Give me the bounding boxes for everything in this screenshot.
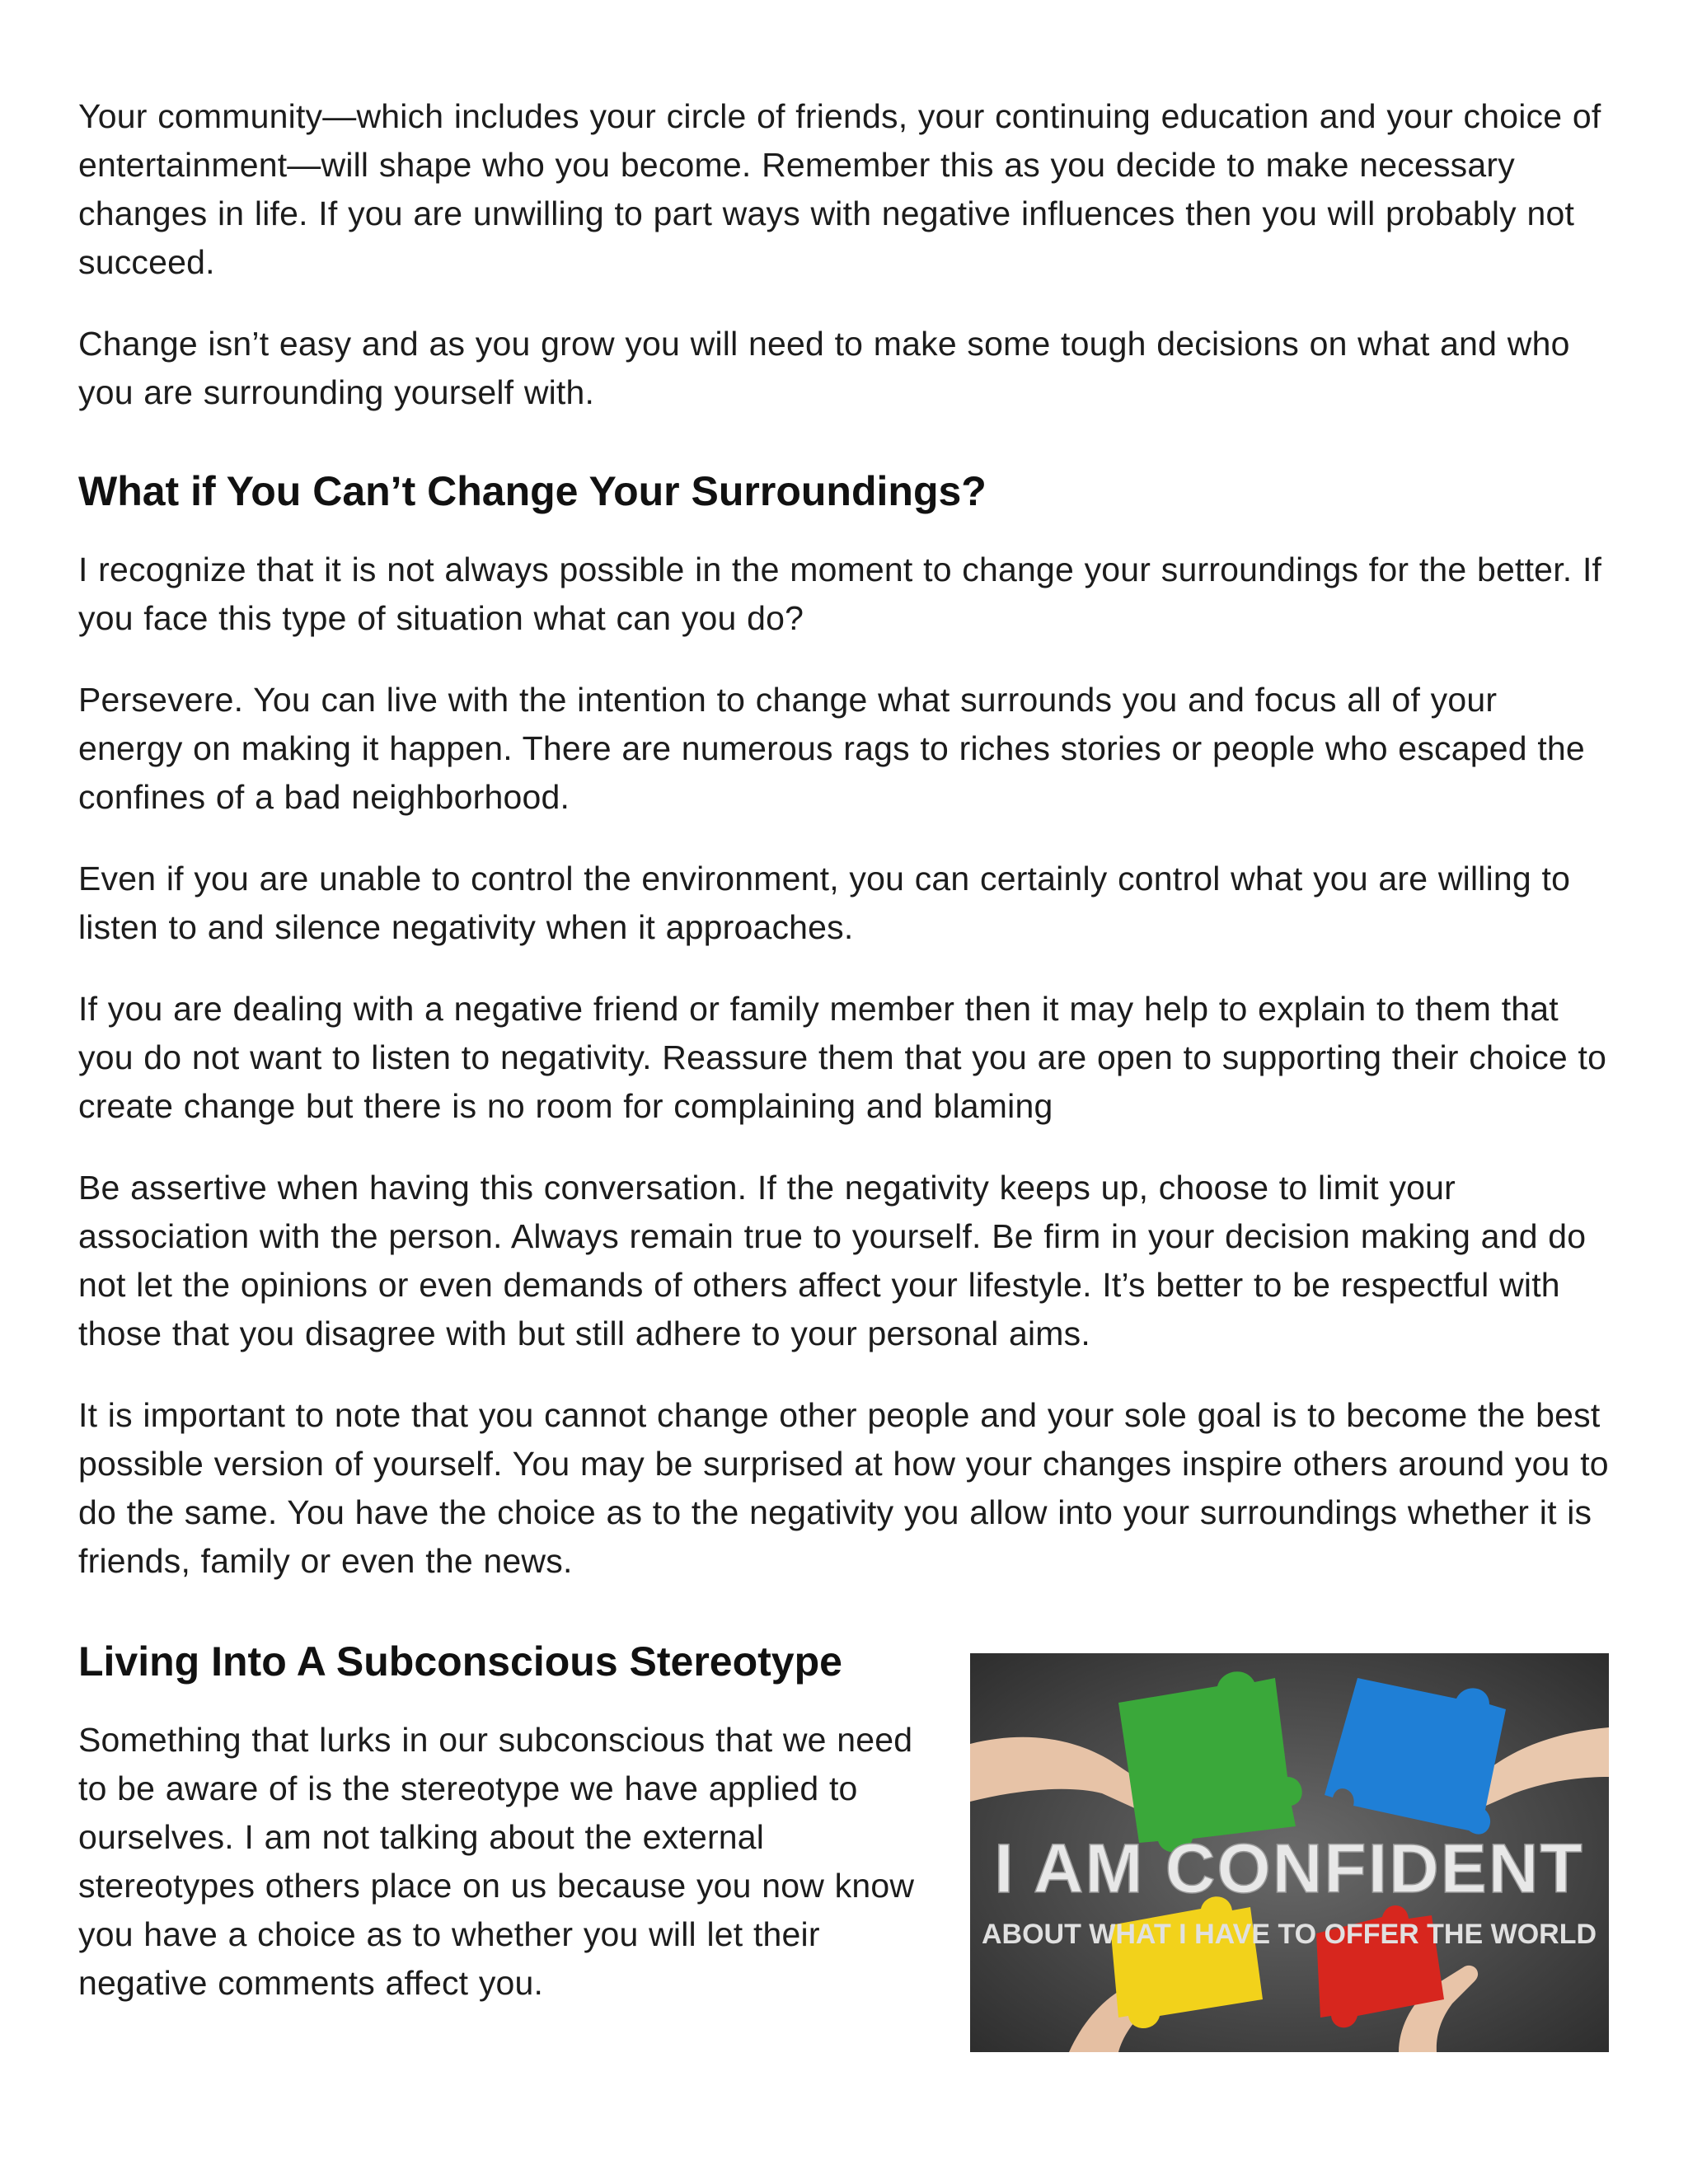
surroundings-paragraph-4: If you are dealing with a negative friend or family member then it may help to explain to them that you do not want to listen to negativity. Reassure them that you are open to supporting their choice to create change but there is no room for complaining and blaming xyxy=(78,990,1607,1125)
image-subline: ABOUT WHAT I HAVE TO OFFER THE WORLD xyxy=(981,1919,1597,1950)
puzzle-illustration xyxy=(970,1653,1609,2052)
surroundings-paragraph-3: Even if you are unable to control the environment, you can certainly control what you are willing to listen to and silence negativity when it approaches. xyxy=(78,860,1571,946)
intro-paragraph-2: Change isn’t easy and as you grow you will need to make some tough decisions on what and who you are surrounding yourself with. xyxy=(78,325,1570,411)
intro-paragraph-1: Your community—which includes your circle of friends, your continuing education and your choice of entertainment—will shape who you become. Remember this as you decide to make necessary changes in life. If you are unwilling to part ways with negative influences then you will probably not succeed. xyxy=(78,97,1601,281)
confidence-puzzle-image xyxy=(970,1653,1609,2052)
stereotype-section xyxy=(78,1635,1611,2008)
document-page xyxy=(78,92,1611,2041)
surroundings-paragraph-2: Persevere. You can live with the intention to change what surrounds you and focus all of your energy on making it happen. There are numerous rags to riches stories or people who escaped the confines of a bad neighborhood. xyxy=(78,681,1585,816)
surroundings-paragraph-1: I recognize that it is not always possible in the moment to change your surroundings for the better. If you face this type of situation what can you do? xyxy=(78,551,1602,637)
stereotype-paragraph: Something that lurks in our subconscious that we need to be aware of is the stereotype we have applied to ourselves. I am not talking about the external stereotypes others place on us because you now know you have a choice as to whether you will let their negative comments affect you. xyxy=(78,1721,915,2002)
image-headline: I AM CONFIDENT xyxy=(994,1830,1584,1907)
surroundings-paragraph-6: It is important to note that you cannot change other people and your sole goal is to become the best possible version of yourself. You may be surprised at how your changes inspire others around you to do the same. You have the choice as to the negativity you allow into your surroundings whether it is friends, family or even the news. xyxy=(78,1396,1609,1580)
stereotype-text-column xyxy=(78,1635,919,2008)
green-puzzle-piece-icon xyxy=(1118,1671,1302,1852)
section-heading-surroundings: What if You Can’t Change Your Surroundings? xyxy=(78,468,987,514)
surroundings-paragraph-5: Be assertive when having this conversation. If the negativity keeps up, choose to limit your association with the person. Always remain true to yourself. Be firm in your decision making and do not let the opinions or even demands of others affect your lifestyle. It’s better to be respectful with those that you disagree with but still adhere to your personal aims. xyxy=(78,1169,1587,1352)
section-heading-stereotype: Living Into A Subconscious Stereotype xyxy=(78,1638,842,1685)
